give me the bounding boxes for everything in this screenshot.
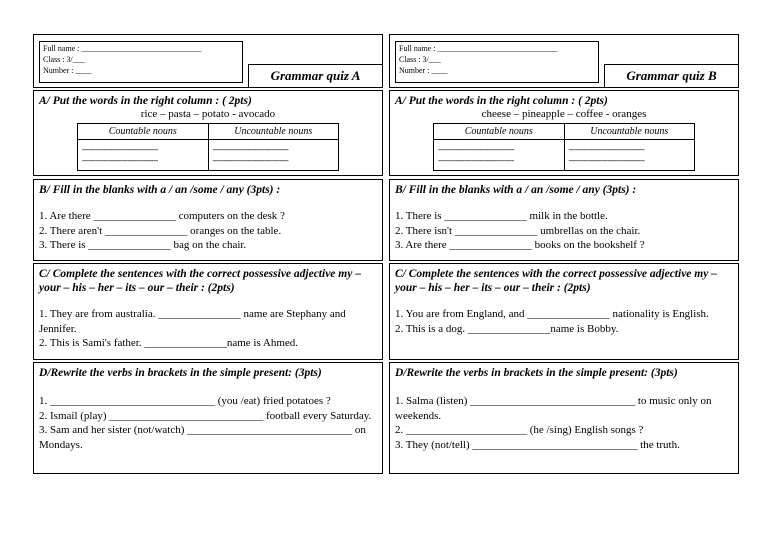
answer-line: ----------------------------------- [568, 145, 645, 154]
quiz-a-sheet [33, 34, 387, 474]
quiz-b-sheet [389, 34, 743, 474]
word-list: cheese – pineapple – coffee - oranges [481, 108, 647, 120]
uncountable-header: Uncountable nouns [208, 124, 339, 140]
quiz-title: Grammar quiz B [604, 64, 739, 88]
section-b-line: 2. There aren't _______________ oranges on the table. [39, 224, 282, 237]
section-d [33, 362, 383, 474]
number-field: Number : ____ [43, 66, 92, 75]
section-c-title: C/ Complete the sentences with the correct possessive adjective my – your – his – her – its – our – their : (2pts) [39, 268, 361, 294]
section-d-line: 1. Salma (listen) ______________________________ to music only on weekends. [395, 395, 712, 422]
uncountable-answer-cell [208, 140, 339, 171]
noun-columns-table [77, 123, 339, 171]
student-info-box [395, 41, 599, 83]
section-b-title: B/ Fill in the blanks with a / an /some / any (3pts) : [395, 184, 637, 196]
number-field: Number : ____ [399, 66, 448, 75]
quiz-b-header [389, 34, 739, 88]
countable-answer-cell [434, 140, 565, 171]
section-d-line: 1. ______________________________ (you /eat) fried potatoes ? [39, 395, 331, 407]
section-a-title: A/ Put the words in the right column : ( 2pts) [395, 95, 608, 107]
section-d-line: 3. Sam and her sister (not/watch) ______________________________ on Mondays. [39, 424, 366, 451]
section-c-title: C/ Complete the sentences with the correct possessive adjective my – your – his – her – its – our – their : (2pts) [395, 268, 717, 294]
answer-line: ----------------------------------- [568, 156, 645, 165]
full-name-field: Full name : ______________________________ [399, 44, 558, 53]
section-d-line: 2. Ismail (play) ____________________________ football every Saturday. [39, 409, 372, 422]
answer-line: ----------------------------------- [212, 156, 289, 165]
class-field: Class : 3/___ [399, 55, 441, 64]
uncountable-answer-cell [564, 140, 695, 171]
uncountable-header: Uncountable nouns [564, 124, 695, 140]
section-a [389, 90, 739, 176]
section-c-line: 2. This is a dog. _______________name is Bobby. [395, 322, 619, 335]
section-a-title: A/ Put the words in the right column : ( 2pts) [39, 95, 252, 107]
answer-line: ----------------------------------- [82, 145, 158, 154]
quiz-a-header [33, 34, 383, 88]
answer-line: ----------------------------------- [438, 145, 514, 154]
answer-line: ----------------------------------- [438, 156, 514, 165]
class-field: Class : 3/___ [43, 55, 85, 64]
section-c-line: 1. They are from australia. _______________ name are Stephany and Jennifer. [39, 308, 346, 335]
section-c-line: 2. This is Sami's father. _______________name is Ahmed. [39, 337, 299, 349]
section-b-title: B/ Fill in the blanks with a / an /some / any (3pts) : [39, 184, 281, 196]
countable-header: Countable nouns [78, 124, 209, 140]
section-c-line: 1. You are from England, and _______________ nationality is English. [395, 308, 709, 320]
section-b-line: 1. There is _______________ milk in the bottle. [395, 210, 608, 222]
noun-columns-table [433, 123, 695, 171]
countable-answer-cell [78, 140, 209, 171]
section-d [389, 362, 739, 474]
full-name-field: Full name : ______________________________ [43, 44, 202, 53]
section-b [33, 179, 383, 261]
section-c [389, 263, 739, 360]
countable-header: Countable nouns [434, 124, 565, 140]
section-d-line: 2. ______________________ (he /sing) English songs ? [395, 424, 644, 436]
section-b-line: 3. Are there _______________ books on the bookshelf ? [395, 239, 645, 251]
student-info-box [39, 41, 243, 83]
section-d-title: D/Rewrite the verbs in brackets in the simple present: (3pts) [395, 367, 678, 379]
answer-line: ----------------------------------- [212, 145, 289, 154]
section-b-line: 1. Are there _______________ computers on the desk ? [39, 210, 285, 222]
section-d-line: 3. They (not/tell) ______________________________ the truth. [395, 438, 680, 451]
section-b [389, 179, 739, 261]
section-c [33, 263, 383, 360]
section-b-line: 2. There isn't _______________ umbrellas on the chair. [395, 224, 641, 237]
quiz-title: Grammar quiz A [248, 64, 383, 88]
answer-line: ----------------------------------- [82, 156, 158, 165]
word-list: rice – pasta – potato - avocado [140, 108, 276, 120]
section-b-line: 3. There is _______________ bag on the chair. [39, 239, 247, 251]
section-a [33, 90, 383, 176]
section-d-title: D/Rewrite the verbs in brackets in the simple present: (3pts) [39, 367, 322, 379]
